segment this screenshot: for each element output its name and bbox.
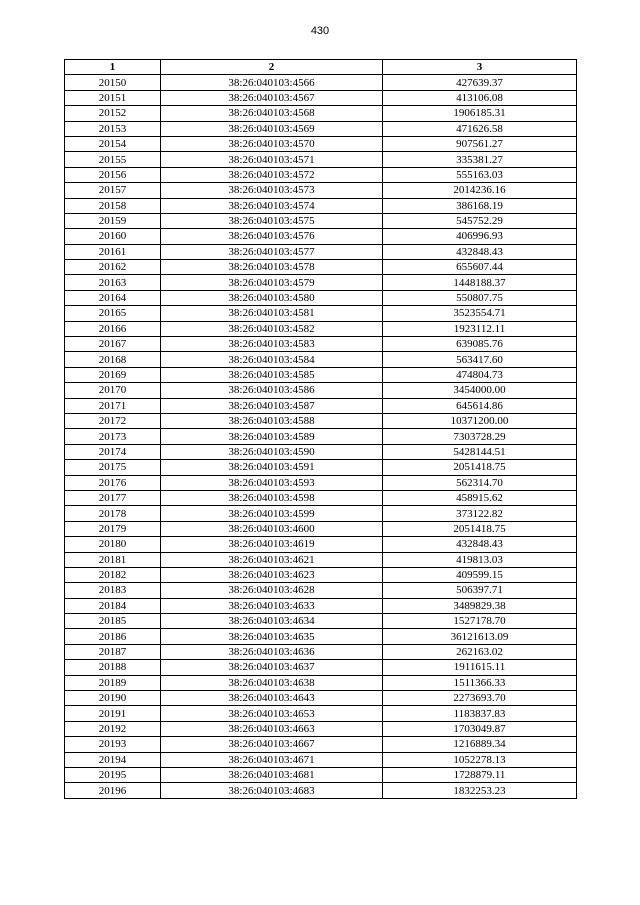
table-row [65,675,577,690]
value-cell: 1906185.31 [383,106,577,121]
data-table [64,59,577,799]
row-number-cell: 20170 [65,383,161,398]
table-row [65,721,577,736]
row-number-cell: 20168 [65,352,161,367]
row-number-cell: 20185 [65,614,161,629]
cadastral-number-cell: 38:26:040103:4683 [161,783,383,798]
cadastral-number-cell: 38:26:040103:4643 [161,691,383,706]
value-cell: 406996.93 [383,229,577,244]
table-row [65,90,577,105]
row-number-cell: 20152 [65,106,161,121]
table-row [65,444,577,459]
table-row [65,783,577,798]
row-number-cell: 20178 [65,506,161,521]
row-number-cell: 20154 [65,136,161,151]
cadastral-number-cell: 38:26:040103:4591 [161,460,383,475]
table-row [65,691,577,706]
value-cell: 7303728.29 [383,429,577,444]
cadastral-number-cell: 38:26:040103:4582 [161,321,383,336]
table-row [65,121,577,136]
table-row [65,567,577,582]
cadastral-number-cell: 38:26:040103:4623 [161,567,383,582]
cadastral-number-cell: 38:26:040103:4588 [161,413,383,428]
cadastral-number-cell: 38:26:040103:4567 [161,90,383,105]
table-row [65,752,577,767]
value-cell: 1728879.11 [383,767,577,782]
row-number-cell: 20181 [65,552,161,567]
value-cell: 1527178.70 [383,614,577,629]
value-cell: 3523554.71 [383,306,577,321]
cadastral-number-cell: 38:26:040103:4598 [161,490,383,505]
table-row [65,767,577,782]
value-cell: 413106.08 [383,90,577,105]
cadastral-number-cell: 38:26:040103:4635 [161,629,383,644]
table-row [65,244,577,259]
cadastral-number-cell: 38:26:040103:4599 [161,506,383,521]
cadastral-number-cell: 38:26:040103:4578 [161,260,383,275]
value-cell: 562314.70 [383,475,577,490]
row-number-cell: 20173 [65,429,161,444]
value-cell: 3489829.38 [383,598,577,613]
value-cell: 639085.76 [383,337,577,352]
cadastral-number-cell: 38:26:040103:4628 [161,583,383,598]
cadastral-number-cell: 38:26:040103:4572 [161,167,383,182]
value-cell: 545752.29 [383,213,577,228]
value-cell: 419813.03 [383,552,577,567]
row-number-cell: 20176 [65,475,161,490]
table-row [65,737,577,752]
table-body [65,75,577,798]
value-cell: 506397.71 [383,583,577,598]
value-cell: 474804.73 [383,367,577,382]
table-row [65,321,577,336]
table-row [65,352,577,367]
row-number-cell: 20159 [65,213,161,228]
cadastral-number-cell: 38:26:040103:4636 [161,644,383,659]
table-row [65,506,577,521]
row-number-cell: 20190 [65,691,161,706]
value-cell: 1052278.13 [383,752,577,767]
row-number-cell: 20156 [65,167,161,182]
row-number-cell: 20150 [65,75,161,90]
table-row [65,337,577,352]
row-number-cell: 20196 [65,783,161,798]
table-header-row [65,60,577,75]
value-cell: 373122.82 [383,506,577,521]
value-cell: 1832253.23 [383,783,577,798]
table-row [65,367,577,382]
table-row [65,429,577,444]
row-number-cell: 20174 [65,444,161,459]
table-row [65,490,577,505]
value-cell: 555163.03 [383,167,577,182]
row-number-cell: 20153 [65,121,161,136]
row-number-cell: 20157 [65,183,161,198]
cadastral-number-cell: 38:26:040103:4586 [161,383,383,398]
row-number-cell: 20184 [65,598,161,613]
cadastral-number-cell: 38:26:040103:4587 [161,398,383,413]
value-cell: 5428144.51 [383,444,577,459]
row-number-cell: 20191 [65,706,161,721]
table-row [65,306,577,321]
row-number-cell: 20172 [65,413,161,428]
cadastral-number-cell: 38:26:040103:4681 [161,767,383,782]
table-row [65,183,577,198]
row-number-cell: 20180 [65,537,161,552]
row-number-cell: 20151 [65,90,161,105]
column-header: 1 [65,60,161,75]
value-cell: 1183837.83 [383,706,577,721]
table-row [65,75,577,90]
table-row [65,383,577,398]
cadastral-number-cell: 38:26:040103:4593 [161,475,383,490]
row-number-cell: 20165 [65,306,161,321]
value-cell: 907561.27 [383,136,577,151]
table-row [65,213,577,228]
cadastral-number-cell: 38:26:040103:4566 [161,75,383,90]
cadastral-number-cell: 38:26:040103:4637 [161,660,383,675]
cadastral-number-cell: 38:26:040103:4580 [161,290,383,305]
row-number-cell: 20162 [65,260,161,275]
cadastral-number-cell: 38:26:040103:4581 [161,306,383,321]
table-row [65,460,577,475]
value-cell: 432848.43 [383,537,577,552]
value-cell: 563417.60 [383,352,577,367]
table-row [65,106,577,121]
table-row [65,198,577,213]
page-number: 430 [310,25,330,37]
table-row [65,583,577,598]
row-number-cell: 20182 [65,567,161,582]
row-number-cell: 20183 [65,583,161,598]
value-cell: 1923112.11 [383,321,577,336]
cadastral-number-cell: 38:26:040103:4600 [161,521,383,536]
cadastral-number-cell: 38:26:040103:4573 [161,183,383,198]
cadastral-number-cell: 38:26:040103:4571 [161,152,383,167]
row-number-cell: 20192 [65,721,161,736]
value-cell: 550807.75 [383,290,577,305]
value-cell: 10371200.00 [383,413,577,428]
cadastral-number-cell: 38:26:040103:4584 [161,352,383,367]
table-row [65,706,577,721]
table-row [65,290,577,305]
value-cell: 458915.62 [383,490,577,505]
cadastral-number-cell: 38:26:040103:4576 [161,229,383,244]
table-row [65,521,577,536]
value-cell: 262163.02 [383,644,577,659]
cadastral-number-cell: 38:26:040103:4667 [161,737,383,752]
value-cell: 1703049.87 [383,721,577,736]
cadastral-number-cell: 38:26:040103:4621 [161,552,383,567]
table-row [65,398,577,413]
value-cell: 471626.58 [383,121,577,136]
row-number-cell: 20175 [65,460,161,475]
cadastral-number-cell: 38:26:040103:4574 [161,198,383,213]
cadastral-number-cell: 38:26:040103:4653 [161,706,383,721]
row-number-cell: 20161 [65,244,161,259]
table-row [65,260,577,275]
row-number-cell: 20177 [65,490,161,505]
cadastral-number-cell: 38:26:040103:4671 [161,752,383,767]
value-cell: 2014236.16 [383,183,577,198]
cadastral-number-cell: 38:26:040103:4590 [161,444,383,459]
row-number-cell: 20186 [65,629,161,644]
value-cell: 2051418.75 [383,460,577,475]
row-number-cell: 20179 [65,521,161,536]
cadastral-number-cell: 38:26:040103:4663 [161,721,383,736]
row-number-cell: 20155 [65,152,161,167]
row-number-cell: 20163 [65,275,161,290]
cadastral-number-cell: 38:26:040103:4583 [161,337,383,352]
value-cell: 386168.19 [383,198,577,213]
table-row [65,413,577,428]
cadastral-number-cell: 38:26:040103:4585 [161,367,383,382]
value-cell: 1511366.33 [383,675,577,690]
cadastral-number-cell: 38:26:040103:4575 [161,213,383,228]
row-number-cell: 20160 [65,229,161,244]
cadastral-number-cell: 38:26:040103:4570 [161,136,383,151]
table-row [65,275,577,290]
row-number-cell: 20166 [65,321,161,336]
table-row [65,475,577,490]
row-number-cell: 20158 [65,198,161,213]
table-row [65,152,577,167]
table-row [65,537,577,552]
row-number-cell: 20167 [65,337,161,352]
table-row [65,552,577,567]
table-row [65,644,577,659]
row-number-cell: 20195 [65,767,161,782]
table-row [65,167,577,182]
value-cell: 2051418.75 [383,521,577,536]
table-row [65,136,577,151]
value-cell: 655607.44 [383,260,577,275]
value-cell: 2273693.70 [383,691,577,706]
cadastral-number-cell: 38:26:040103:4634 [161,614,383,629]
table-row [65,614,577,629]
cadastral-number-cell: 38:26:040103:4577 [161,244,383,259]
cadastral-number-cell: 38:26:040103:4568 [161,106,383,121]
row-number-cell: 20171 [65,398,161,413]
value-cell: 1448188.37 [383,275,577,290]
cadastral-number-cell: 38:26:040103:4638 [161,675,383,690]
cadastral-number-cell: 38:26:040103:4619 [161,537,383,552]
column-header: 3 [383,60,577,75]
value-cell: 335381.27 [383,152,577,167]
table-row [65,660,577,675]
value-cell: 645614.86 [383,398,577,413]
value-cell: 432848.43 [383,244,577,259]
row-number-cell: 20164 [65,290,161,305]
value-cell: 1911615.11 [383,660,577,675]
value-cell: 427639.37 [383,75,577,90]
table-row [65,629,577,644]
column-header: 2 [161,60,383,75]
row-number-cell: 20169 [65,367,161,382]
row-number-cell: 20193 [65,737,161,752]
row-number-cell: 20194 [65,752,161,767]
table-row [65,229,577,244]
cadastral-number-cell: 38:26:040103:4589 [161,429,383,444]
row-number-cell: 20188 [65,660,161,675]
value-cell: 409599.15 [383,567,577,582]
row-number-cell: 20187 [65,644,161,659]
table-row [65,598,577,613]
cadastral-number-cell: 38:26:040103:4569 [161,121,383,136]
row-number-cell: 20189 [65,675,161,690]
cadastral-number-cell: 38:26:040103:4579 [161,275,383,290]
value-cell: 3454000.00 [383,383,577,398]
cadastral-number-cell: 38:26:040103:4633 [161,598,383,613]
value-cell: 36121613.09 [383,629,577,644]
value-cell: 1216889.34 [383,737,577,752]
